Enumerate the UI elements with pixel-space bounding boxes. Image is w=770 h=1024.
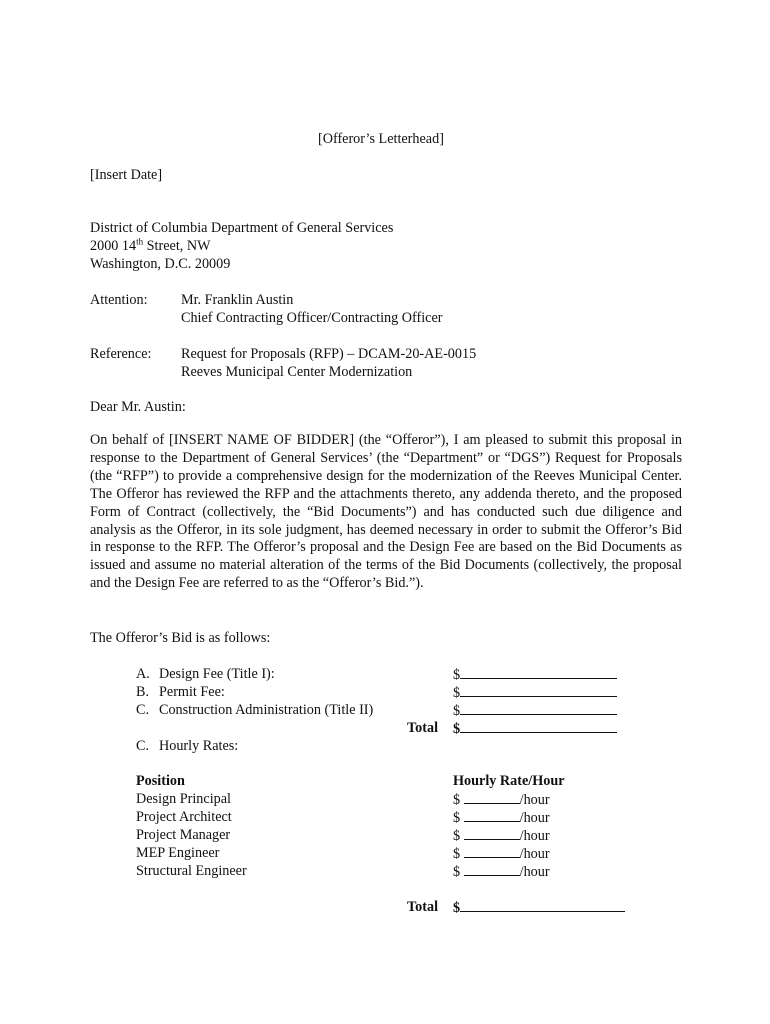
rate-field[interactable] xyxy=(453,790,550,809)
fee-total-label: Total xyxy=(407,720,439,736)
address-ordinal: th xyxy=(136,236,144,247)
position-header: Position xyxy=(136,773,185,789)
hourly-total-blank xyxy=(460,898,625,912)
position-name: Structural Engineer xyxy=(136,863,247,879)
rate-header: Hourly Rate/Hour xyxy=(453,773,565,789)
fee-amount-field[interactable] xyxy=(453,683,617,702)
fee-amount-field[interactable] xyxy=(453,665,617,684)
fee-letter: C. xyxy=(136,702,150,718)
attention-name: Mr. Franklin Austin xyxy=(181,292,294,308)
letterhead-placeholder: [Offeror’s Letterhead] xyxy=(318,131,444,147)
currency-symbol: $ xyxy=(453,846,461,862)
fee-total-blank xyxy=(460,719,617,733)
rate-field[interactable] xyxy=(453,844,550,863)
fee-label: Permit Fee: xyxy=(159,684,225,700)
rate-unit: /hour xyxy=(519,846,550,862)
hourly-total-label: Total xyxy=(407,899,439,915)
rate-blank xyxy=(464,862,520,876)
body-paragraph: On behalf of [INSERT NAME OF BIDDER] (the “Offeror”), I am pleased to submit this proposal in response to the Department of General Services’ (the “Department” or “DGS”) Request for Proposals (the “RFP”) to provide a comprehensive design for the modernization of the Reeves Municipal Center. The Offeror has reviewed the RFP and the attachments thereto, any addenda thereto, and the proposed Form of Contract (collectively, the “Bid Documents”) and has conducted such due diligence and analysis as the Offeror, in its sole judgment, has deemed necessary in order to submit the Offeror’s Bid in response to the RFP. The Offeror’s proposal and the Design Fee are based on the Bid Documents as issued and assume no material alteration of the terms of the Bid Documents (collectively, the proposal and the Design Fee are referred to as the “Offeror’s Bid.”). xyxy=(90,432,682,592)
fee-amount-blank xyxy=(460,683,617,697)
currency-symbol: $ xyxy=(453,667,461,683)
fee-label: Design Fee (Title I): xyxy=(159,666,275,682)
rate-blank xyxy=(464,826,520,840)
fee-amount-blank xyxy=(460,701,617,715)
hourly-letter: C. xyxy=(136,738,150,754)
rate-field[interactable] xyxy=(453,826,550,845)
currency-symbol: $ xyxy=(453,721,461,737)
address-line-1: District of Columbia Department of General Services xyxy=(90,220,394,236)
currency-symbol: $ xyxy=(453,828,461,844)
rate-unit: /hour xyxy=(519,792,550,808)
currency-symbol: $ xyxy=(453,792,461,808)
fee-total-field[interactable] xyxy=(453,719,617,738)
hourly-label: Hourly Rates: xyxy=(159,738,239,754)
address-street-number: 2000 14 xyxy=(90,238,137,254)
rate-unit: /hour xyxy=(519,864,550,880)
attention-label: Attention: xyxy=(90,292,148,308)
currency-symbol: $ xyxy=(453,864,461,880)
salutation: Dear Mr. Austin: xyxy=(90,399,186,415)
reference-label: Reference: xyxy=(90,346,152,362)
rate-field[interactable] xyxy=(453,808,550,827)
position-name: Project Architect xyxy=(136,809,232,825)
reference-line-1: Request for Proposals (RFP) – DCAM-20-AE-0015 xyxy=(181,346,477,362)
rate-unit: /hour xyxy=(519,828,550,844)
fee-label: Construction Administration (Title II) xyxy=(159,702,374,718)
rate-unit: /hour xyxy=(519,810,550,826)
currency-symbol: $ xyxy=(453,810,461,826)
hourly-total-field[interactable] xyxy=(453,898,625,917)
currency-symbol: $ xyxy=(453,703,461,719)
position-name: Project Manager xyxy=(136,827,231,843)
fee-letter: B. xyxy=(136,684,150,700)
fee-amount-field[interactable] xyxy=(453,701,617,720)
rate-blank xyxy=(464,808,520,822)
position-name: MEP Engineer xyxy=(136,845,220,861)
address-line-3: Washington, D.C. 20009 xyxy=(90,256,231,272)
position-name: Design Principal xyxy=(136,791,231,807)
fee-letter: A. xyxy=(136,666,150,682)
rate-blank xyxy=(464,844,520,858)
reference-line-2: Reeves Municipal Center Modernization xyxy=(181,364,413,380)
attention-title: Chief Contracting Officer/Contracting Officer xyxy=(181,310,443,326)
rate-field[interactable] xyxy=(453,862,550,881)
date-placeholder: [Insert Date] xyxy=(90,167,163,183)
rate-blank xyxy=(464,790,520,804)
address-street-name: Street, NW xyxy=(143,238,211,254)
address-line-2 xyxy=(90,237,211,255)
currency-symbol: $ xyxy=(453,900,461,916)
fee-amount-blank xyxy=(460,665,617,679)
currency-symbol: $ xyxy=(453,685,461,701)
bid-intro: The Offeror’s Bid is as follows: xyxy=(90,630,271,646)
